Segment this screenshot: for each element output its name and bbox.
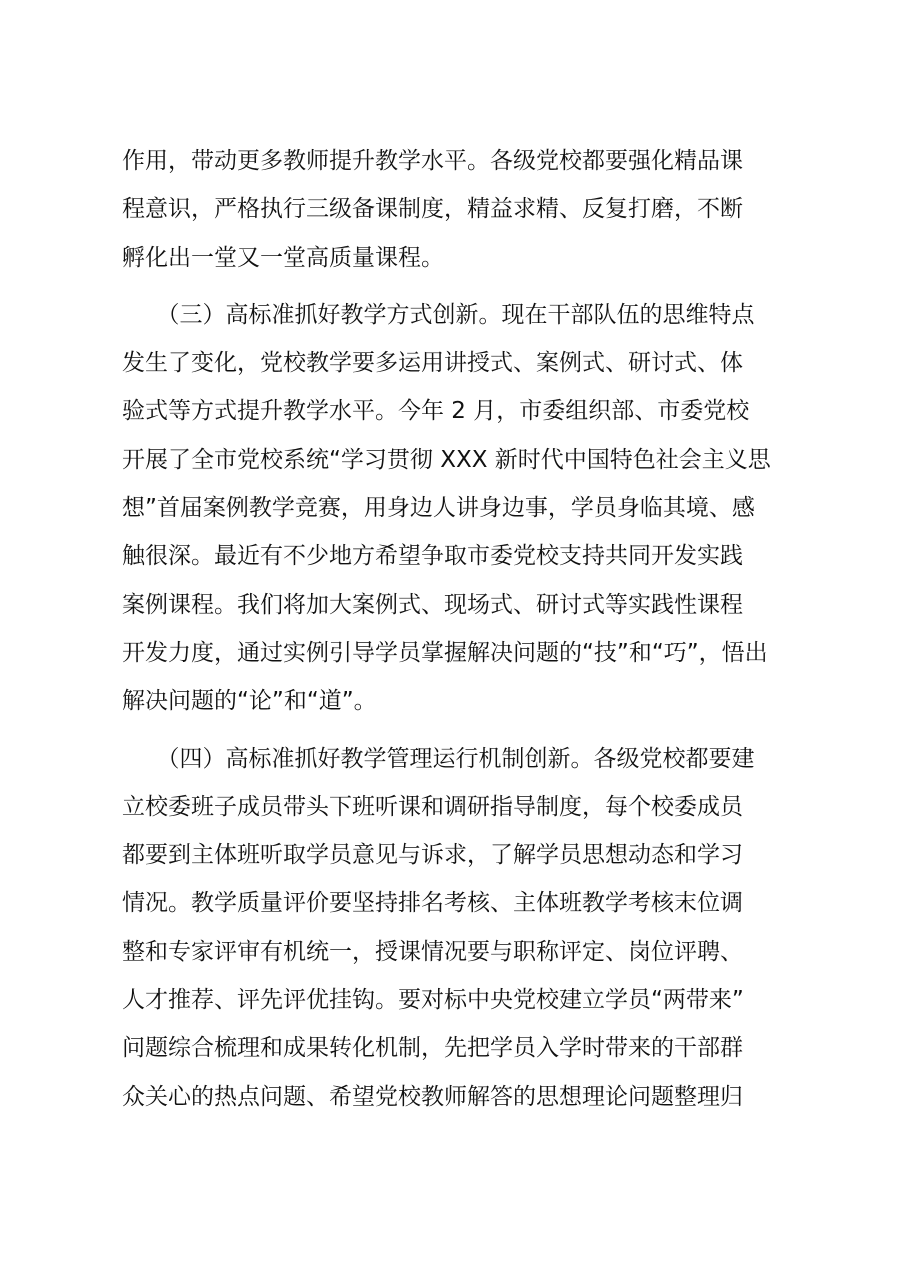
text-line: 整和专家评审有机统一，授课情况要与职称评定、岗位评聘、 [122, 938, 743, 965]
text-line: 想”首届案例教学竞赛，用身边人讲身边事，学员身临其境、感 [122, 495, 755, 522]
text-line: 情况。教学质量评价要坚持排名考核、主体班教学考核末位调 [122, 890, 743, 917]
text-line: 孵化出一堂又一堂高质量课程。 [122, 244, 444, 271]
text-line: 开展了全市党校系统“学习贯彻 XXX 新时代中国特色社会主义思 [122, 446, 771, 473]
text-line: 问题综合梳理和成果转化机制，先把学员入学时带来的干部群 [122, 1035, 743, 1062]
text-line: 验式等方式提升教学水平。今年 2 月，市委组织部、市委党校 [122, 398, 750, 425]
text-line: 都要到主体班听取学员意见与诉求，了解学员思想动态和学习 [122, 842, 743, 869]
text-line: 人才推荐、评先评优挂钩。要对标中央党校建立学员“两带来” [122, 987, 744, 1014]
paragraph-2 [122, 291, 802, 726]
text-line: 案例课程。我们将加大案例式、现场式、研讨式等实践性课程 [122, 591, 743, 618]
text-line: 程意识，严格执行三级备课制度，精益求精、反复打磨，不断 [122, 196, 743, 223]
text-line: 发生了变化，党校教学要多运用讲授式、案例式、研讨式、体 [122, 350, 743, 377]
text-line: （四）高标准抓好教学管理运行机制创新。各级党校都要建 [122, 745, 755, 772]
document-body [122, 137, 802, 1121]
paragraph-spacer [122, 726, 802, 735]
text-line: 开发力度，通过实例引导学员掌握解决问题的“技”和“巧”，悟出 [122, 639, 768, 666]
text-line: （三）高标准抓好教学方式创新。现在干部队伍的思维特点 [122, 301, 755, 328]
text-line: 作用，带动更多教师提升教学水平。各级党校都要强化精品课 [122, 148, 743, 174]
paragraph-1 [122, 137, 802, 282]
text-line: 解决问题的“论”和“道”。 [122, 688, 377, 715]
text-line: 触很深。最近有不少地方希望争取市委党校支持共同开发实践 [122, 543, 743, 570]
paragraph-3 [122, 735, 802, 1121]
text-line: 立校委班子成员带头下班听课和调研指导制度，每个校委成员 [122, 793, 743, 820]
paragraph-spacer [122, 282, 802, 291]
text-line: 众关心的热点问题、希望党校教师解答的思想理论问题整理归 [122, 1083, 743, 1110]
